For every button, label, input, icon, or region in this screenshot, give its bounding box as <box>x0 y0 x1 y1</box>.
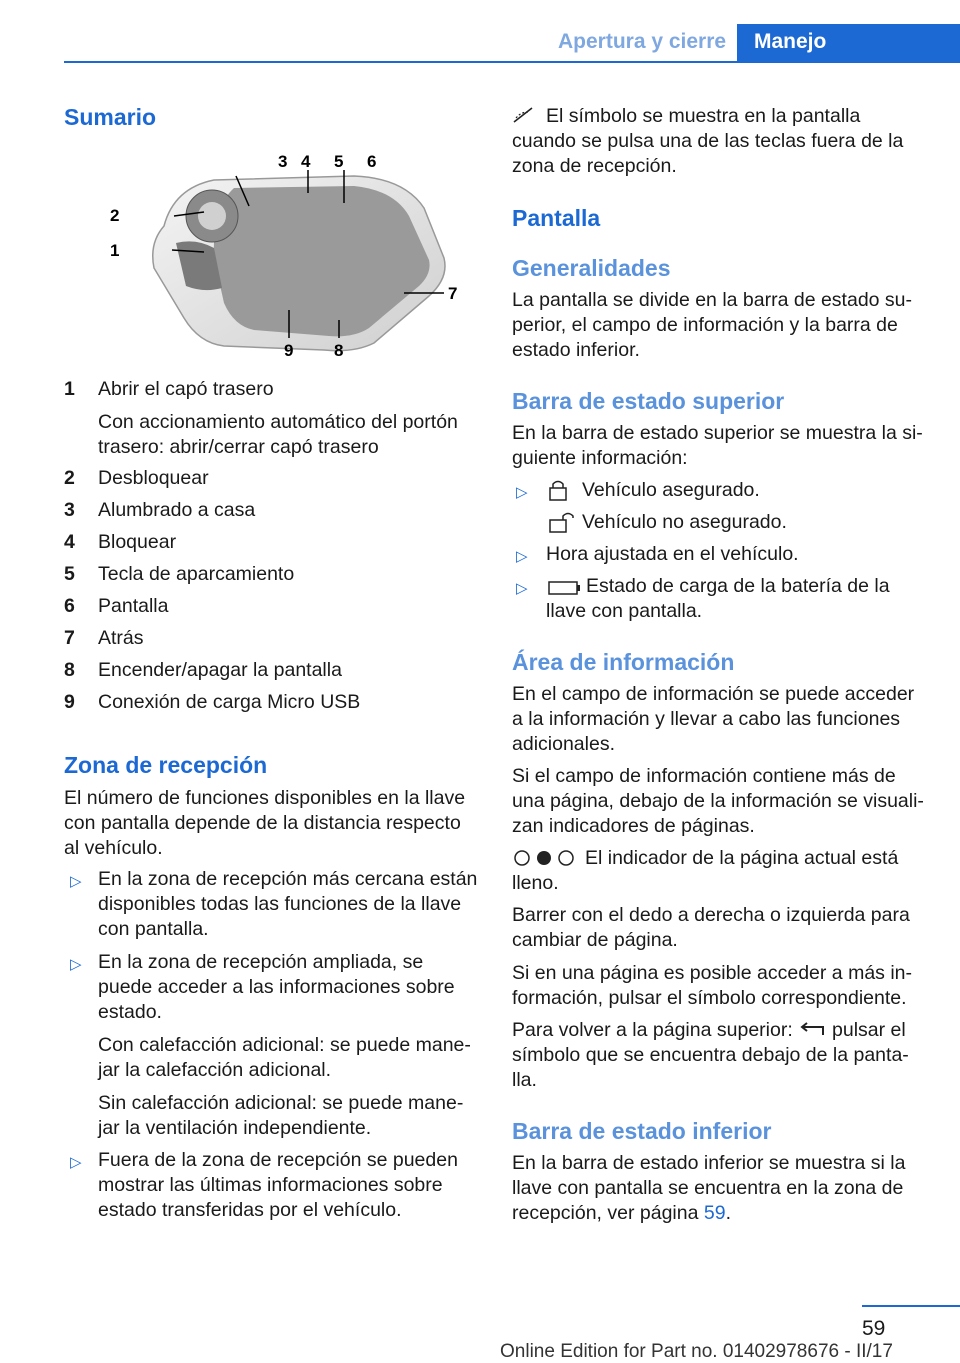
item-num-5: 5 <box>64 563 75 585</box>
item-label-7: Atrás <box>98 627 144 649</box>
callout-4: 4 <box>301 152 311 171</box>
item-num-2: 2 <box>64 467 75 489</box>
page-number: 59 <box>862 1317 886 1340</box>
zona-intro-2: con pantalla depende de la distancia respecto <box>64 812 461 834</box>
barra-inf-last: recepción, ver página <box>512 1202 699 1224</box>
zona-b3-3: estado transferidas por el vehículo. <box>98 1199 402 1221</box>
zona-intro-1: El número de funciones disponibles en la llave <box>64 787 466 809</box>
item-label-2: Desbloquear <box>98 467 209 489</box>
zona-b2-sub1-1: Con calefacción adicional: se puede mane‐ <box>98 1034 471 1056</box>
bs1b-text: Vehículo no asegurado. <box>582 511 787 533</box>
zona-intro-3: al vehículo. <box>64 837 163 859</box>
area-text5-1: Si en una página es posible acceder a más in‐ <box>512 962 912 984</box>
area-heading: Área de información <box>512 649 735 675</box>
item-label-6: Pantalla <box>98 595 169 617</box>
bullet-triangle-icon: ▷ <box>70 956 82 973</box>
area-text4-2: cambiar de página. <box>512 929 678 951</box>
bullet-triangle-icon: ▷ <box>70 873 82 890</box>
item-num-7: 7 <box>64 627 75 649</box>
item-num-1: 1 <box>64 378 75 400</box>
bs3-text-2: llave con pantalla. <box>546 600 703 622</box>
page-link[interactable]: 59 <box>703 1202 726 1224</box>
zona-b3-1: Fuera de la zona de recepción se pueden <box>98 1149 458 1171</box>
callout-1: 1 <box>110 241 120 260</box>
generalidades-heading: Generalidades <box>512 255 671 281</box>
bs2-text: Hora ajustada en el vehículo. <box>546 543 799 565</box>
item1-sub-line2: trasero: abrir/cerrar capó trasero <box>98 436 379 458</box>
bullet-triangle-icon: ▷ <box>516 484 528 501</box>
callout-9: 9 <box>284 341 294 360</box>
back-arrow-icon <box>799 1022 827 1038</box>
item-label-5: Tecla de aparcamiento <box>98 563 295 585</box>
zona-b1-3: con pantalla. <box>98 918 209 940</box>
area-text1-1: En el campo de información se puede acceder <box>512 683 915 705</box>
lock-closed-icon <box>548 479 568 501</box>
area-text6c-2: lla. <box>512 1069 537 1091</box>
bullet-triangle-icon: ▷ <box>516 580 528 597</box>
sumario-heading: Sumario <box>64 104 157 130</box>
zona-b2-sub2-2: jar la ventilación independiente. <box>98 1117 372 1139</box>
page-indicator-icon <box>512 849 578 867</box>
callout-6: 6 <box>367 152 377 171</box>
header-tab-manejo[interactable]: Manejo <box>737 24 960 62</box>
item-num-3: 3 <box>64 499 75 521</box>
gen-text-3: estado inferior. <box>512 339 640 361</box>
zona-b1-2: disponibles todas las funciones de la llave <box>98 893 462 915</box>
gen-text-1: La pantalla se divide en la barra de estado su‐ <box>512 289 913 311</box>
footer-rule <box>862 1305 960 1307</box>
header-section[interactable]: Apertura y cierre <box>558 30 727 53</box>
area-text5-2: formación, pulsar el símbolo correspondiente. <box>512 987 907 1009</box>
bs3-text-1: Estado de carga de la batería de la <box>586 575 890 597</box>
callout-5: 5 <box>334 152 344 171</box>
area-text2-1: Si el campo de información contiene más de <box>512 765 896 787</box>
zona-b2-sub2-1: Sin calefacción adicional: se puede mane‐ <box>98 1092 464 1114</box>
bullet-triangle-icon: ▷ <box>70 1154 82 1171</box>
gen-text-2: perior, el campo de información y la barra de <box>512 314 898 336</box>
item-label-8: Encender/apagar la pantalla <box>98 659 342 681</box>
callout-8: 8 <box>334 341 344 360</box>
symbol-text-1: El símbolo se muestra en la pantalla <box>546 105 861 127</box>
callout-7: 7 <box>448 284 458 303</box>
barra-sup-text-1: En la barra de estado superior se muestra la si‐ <box>512 422 923 444</box>
period: . <box>725 1202 731 1224</box>
pantalla-heading: Pantalla <box>512 205 601 231</box>
zona-b1-1: En la zona de recepción más cercana están <box>98 868 478 890</box>
item-label-9: Conexión de carga Micro USB <box>98 691 361 713</box>
zona-b3-2: mostrar las últimas informaciones sobre <box>98 1174 443 1196</box>
zona-b2-1: En la zona de recepción ampliada, se <box>98 951 424 973</box>
barra-inf-heading: Barra de estado inferior <box>512 1118 772 1144</box>
area-text1-3: adicionales. <box>512 733 615 755</box>
barra-inf-text-2: llave con pantalla se encuentra en la zona de <box>512 1177 904 1199</box>
area-text4-1: Barrer con el dedo a derecha o izquierda para <box>512 904 910 926</box>
no-signal-icon <box>512 106 536 124</box>
item-label-3: Alumbrado a casa <box>98 499 256 521</box>
barra-inf-text-3 <box>512 1201 731 1226</box>
item-label-1: Abrir el capó trasero <box>98 378 274 400</box>
area-text2-3: zan indicadores de páginas. <box>512 815 755 837</box>
item-num-9: 9 <box>64 691 75 713</box>
symbol-text-2: cuando se pulsa una de las teclas fuera de la <box>512 130 904 152</box>
callout-2: 2 <box>110 206 120 225</box>
item-num-4: 4 <box>64 531 75 553</box>
barra-sup-heading: Barra de estado superior <box>512 388 785 414</box>
barra-sup-text-2: guiente información: <box>512 447 688 469</box>
barra-inf-text-1: En la barra de estado inferior se muestra si la <box>512 1152 906 1174</box>
symbol-text-3: zona de recepción. <box>512 155 677 177</box>
area-text1-2: a la información y llevar a cabo las funciones <box>512 708 901 730</box>
area-text3-2: lleno. <box>512 872 559 894</box>
item-num-6: 6 <box>64 595 75 617</box>
area-text6b: pulsar el <box>832 1019 906 1041</box>
callout-3: 3 <box>278 152 288 171</box>
zona-b2-sub1-2: jar la calefacción adicional. <box>98 1059 332 1081</box>
area-text3-1: El indicador de la página actual está <box>585 847 899 869</box>
area-text6a: Para volver a la página superior: <box>512 1019 793 1041</box>
item-label-4: Bloquear <box>98 531 177 553</box>
area-text2-2: una página, debajo de la información se visuali‐ <box>512 790 924 812</box>
item1-sub-line1: Con accionamiento automático del portón <box>98 411 458 433</box>
bs1-text: Vehículo asegurado. <box>582 479 760 501</box>
lock-open-icon <box>548 511 578 533</box>
bullet-triangle-icon: ▷ <box>516 548 528 565</box>
item-num-8: 8 <box>64 659 75 681</box>
key-illustration <box>104 148 484 363</box>
zona-b2-2: puede acceder a las informaciones sobre <box>98 976 455 998</box>
zona-b2-3: estado. <box>98 1001 162 1023</box>
area-text6c-1: símbolo que se encuentra debajo de la panta‐ <box>512 1044 909 1066</box>
zona-heading: Zona de recepción <box>64 752 268 778</box>
battery-icon <box>548 580 582 596</box>
edition-text: Online Edition for Part no. 01402978676 - II/17 <box>500 1341 893 1362</box>
